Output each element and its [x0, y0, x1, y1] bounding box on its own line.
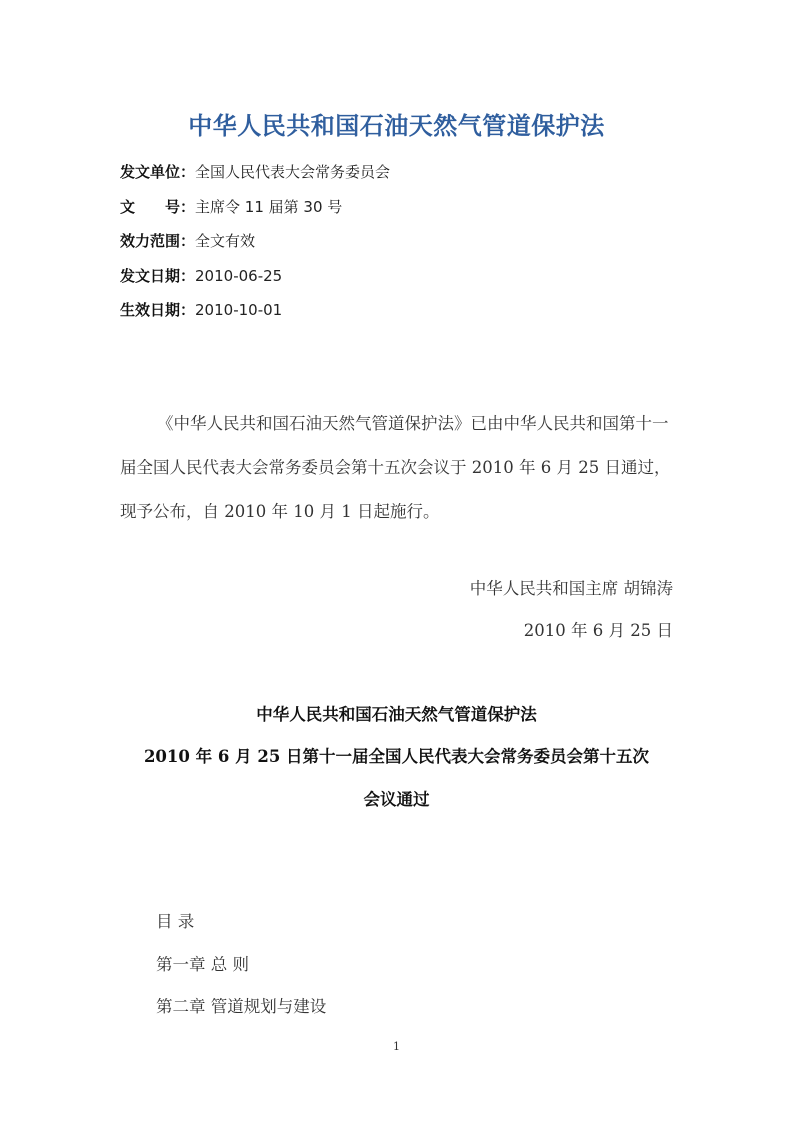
toc-heading: 目 录: [156, 912, 195, 931]
meta-row-issuer: [120, 160, 390, 195]
metadata-block: [120, 160, 390, 333]
meta-label: 发文单位：: [120, 163, 196, 181]
toc-item: 第一章 总 则: [156, 955, 249, 974]
document-title: 中华人民共和国石油天然气管道保护法: [188, 112, 605, 140]
signature-date: 2010 年 6 月 25 日: [523, 621, 673, 640]
preamble-text: 《中华人民共和国石油天然气管道保护法》已由中华人民共和国第十一届全国人民代表大会常务委员会第十五次会议于 2010 年 6 月 25 日通过，现予公布，自 2010 年 10 月 1 日起施行。: [120, 414, 671, 521]
meta-label: 生效日期：: [120, 301, 196, 319]
meta-row-effective-date: [120, 298, 390, 333]
meta-value: 全文有效: [195, 232, 256, 250]
meta-label: 发文日期：: [120, 266, 196, 285]
signatory-name: 中华人民共和国主席 胡锦涛: [469, 579, 673, 598]
meta-value: 2010-06-25: [195, 266, 283, 285]
meta-label: 效力范围：: [120, 232, 196, 250]
meta-value: 主席令 11 届第 30 号: [195, 197, 343, 216]
meta-value: 全国人民代表大会常务委员会: [195, 163, 391, 181]
meta-row-scope: [120, 229, 390, 264]
meta-row-issue-date: [120, 264, 390, 299]
meta-row-doc-number: [120, 195, 390, 230]
adoption-line-1: 2010 年 6 月 25 日第十一届全国人民代表大会常务委员会第十五次: [143, 747, 650, 766]
toc-item: 第二章 管道规划与建设: [156, 997, 327, 1016]
meta-value: 2010-10-01: [195, 301, 283, 319]
page-number: 1: [393, 1040, 400, 1053]
adoption-line-2: 会议通过: [363, 790, 430, 809]
preamble-paragraph: [120, 402, 680, 534]
meta-label: 文 号：: [120, 197, 196, 216]
law-title: 中华人民共和国石油天然气管道保护法: [256, 705, 537, 724]
